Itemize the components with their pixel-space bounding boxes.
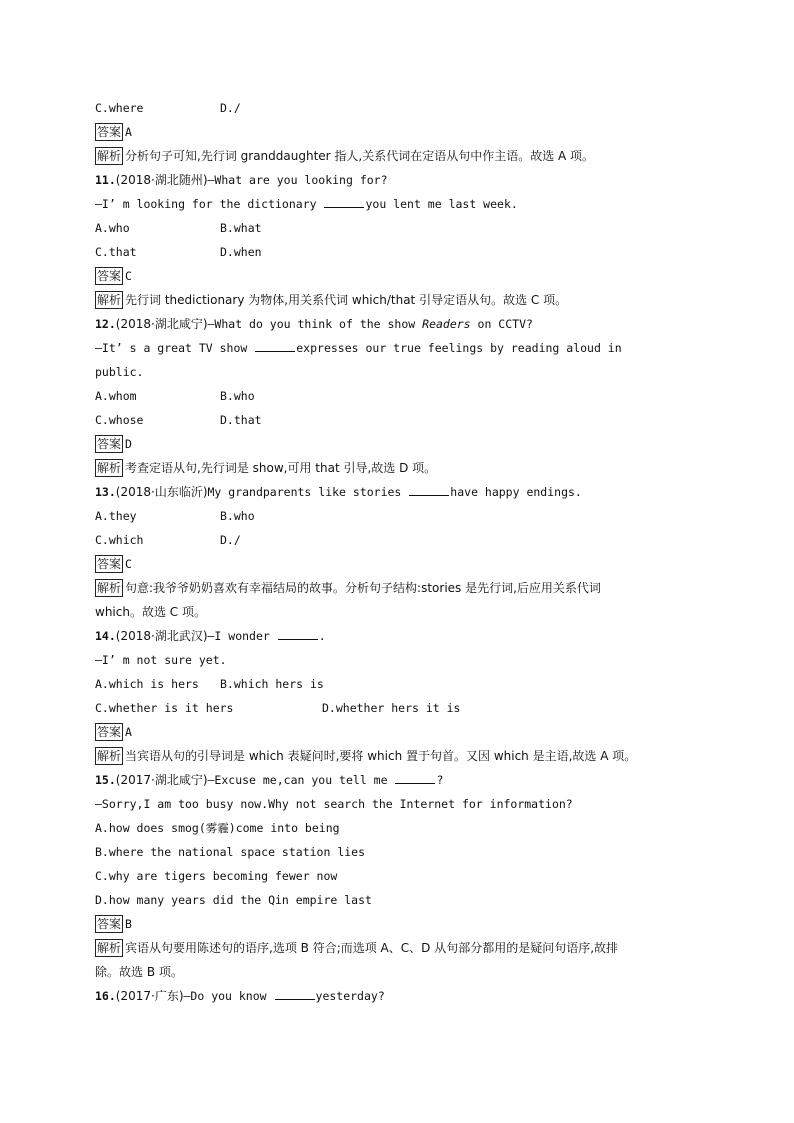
option-b: B.who	[220, 509, 255, 523]
option-b: B.where the national space station lies	[95, 845, 366, 859]
analysis-row	[95, 602, 206, 622]
question-text: —Do you know	[183, 989, 274, 1003]
option-b: B.who	[220, 389, 255, 403]
analysis-label: 解析	[97, 749, 122, 763]
option-c: C.that	[95, 245, 137, 259]
question-13	[95, 482, 582, 502]
answer-value: D	[125, 437, 132, 451]
answer-blank	[275, 987, 315, 1000]
question-number: 16.	[95, 989, 116, 1003]
question-number: 11.	[95, 173, 116, 187]
show-title: Readers	[422, 317, 471, 331]
question-number: 12.	[95, 317, 116, 331]
option-a: A.who	[95, 221, 130, 235]
question-text: have happy endings.	[450, 485, 582, 499]
analysis-label: 解析	[97, 581, 122, 595]
question-line	[95, 338, 622, 358]
question-text: .	[318, 629, 326, 643]
question-number: 13.	[95, 485, 116, 499]
option-b: B.which hers is	[220, 677, 324, 691]
answer-row	[95, 722, 132, 742]
analysis-text: 当宾语从句的引导词是 which 表疑问时,要将 which 置于句首。又因 which 是主语,故选 A 项。	[125, 749, 637, 763]
option-d: D./	[220, 533, 241, 547]
question-11	[95, 170, 388, 190]
question-source: (2018·湖北随州)	[115, 173, 208, 187]
answer-value: B	[125, 917, 132, 931]
option-c: C.which	[95, 533, 144, 547]
question-source: (2018·湖北咸宁)	[115, 317, 208, 331]
question-source: (2017·广东)	[115, 989, 184, 1003]
answer-label: 答案	[97, 557, 122, 571]
answer-blank	[324, 195, 364, 208]
answer-value: C	[125, 269, 132, 283]
analysis-row	[95, 458, 436, 478]
question-line	[95, 362, 143, 382]
analysis-row	[95, 578, 601, 598]
question-text: —I’ m not sure yet.	[95, 653, 227, 667]
answer-label: 答案	[97, 269, 122, 283]
analysis-row	[95, 962, 183, 982]
answer-label: 答案	[97, 125, 122, 139]
analysis-text: 先行词 thedictionary 为物体,用关系代词 which/that 引导定语从句。故选 C 项。	[125, 293, 568, 307]
question-text: —I’ m looking for the dictionary	[95, 197, 324, 211]
question-text: —What do you think of the show	[207, 317, 423, 331]
option-a: A.they	[95, 509, 137, 523]
answer-label: 答案	[97, 917, 122, 931]
answer-label: 答案	[97, 437, 122, 451]
question-line	[95, 794, 573, 814]
question-12	[95, 314, 533, 334]
option-a: A.how does smog(雾霾)come into being	[95, 821, 340, 835]
question-text: —What are you looking for?	[207, 173, 388, 187]
analysis-row	[95, 290, 567, 310]
analysis-text: 除。故选 B 项。	[95, 965, 183, 979]
option-a: A.whom	[95, 389, 137, 403]
question-text: —I wonder	[207, 629, 277, 643]
analysis-row	[95, 746, 636, 766]
analysis-label: 解析	[97, 149, 122, 163]
question-number: 14.	[95, 629, 116, 643]
option-d: D.whether hers it is	[322, 701, 461, 715]
analysis-text: 考查定语从句,先行词是 show,可用 that 引导,故选 D 项。	[125, 461, 437, 475]
question-text: —Sorry,I am too busy now.Why not search the Internet for information?	[95, 797, 573, 811]
answer-value: C	[125, 557, 132, 571]
option-a: A.which is hers	[95, 677, 199, 691]
analysis-text: which。故选 C 项。	[95, 605, 206, 619]
question-14	[95, 626, 326, 646]
answer-row	[95, 914, 132, 934]
question-text: public.	[95, 365, 144, 379]
answer-label: 答案	[97, 725, 122, 739]
question-text: —Excuse me,can you tell me	[207, 773, 395, 787]
answer-row	[95, 122, 132, 142]
analysis-label: 解析	[97, 941, 122, 955]
answer-blank	[255, 339, 295, 352]
question-15	[95, 770, 443, 790]
analysis-row	[95, 938, 618, 958]
question-number: 15.	[95, 773, 116, 787]
answer-value: A	[125, 125, 132, 139]
question-source: (2017·湖北咸宁)	[115, 773, 208, 787]
answer-blank	[409, 483, 449, 496]
analysis-label: 解析	[97, 293, 122, 307]
option-b: B.what	[220, 221, 262, 235]
option-d: D.how many years did the Qin empire last	[95, 893, 372, 907]
analysis-text: 宾语从句要用陈述句的语序,选项 B 符合;而选项 A、C、D 从句部分都用的是疑问句语序,故排	[125, 941, 619, 955]
option-c: C.whose	[95, 413, 144, 427]
question-text: —It’ s a great TV show	[95, 341, 255, 355]
question-text: ?	[436, 773, 444, 787]
answer-blank	[278, 627, 318, 640]
option-d: D.that	[220, 413, 262, 427]
question-line	[95, 194, 518, 214]
question-line	[95, 650, 227, 670]
question-source: (2018·山东临沂)	[115, 485, 208, 499]
question-text: you lent me last week.	[365, 197, 518, 211]
option-c: C.where	[95, 101, 144, 115]
answer-blank	[395, 771, 435, 784]
option-c: C.why are tigers becoming fewer now	[95, 869, 338, 883]
analysis-text: 分析句子可知,先行词 granddaughter 指人,关系代词在定语从句中作主语。故选 A 项。	[125, 149, 595, 163]
question-text: expresses our true feelings by reading aloud in	[296, 341, 622, 355]
analysis-row	[95, 146, 594, 166]
analysis-text: 句意:我爷爷奶奶喜欢有幸福结局的故事。分析句子结构:stories 是先行词,后应用关系代词	[125, 581, 601, 595]
question-text: My grandparents like stories	[207, 485, 409, 499]
analysis-label: 解析	[97, 461, 122, 475]
question-text: yesterday?	[315, 989, 385, 1003]
question-text: on CCTV?	[470, 317, 533, 331]
option-d: D./	[220, 101, 241, 115]
question-source: (2018·湖北武汉)	[115, 629, 208, 643]
option-d: D.when	[220, 245, 262, 259]
answer-value: A	[125, 725, 132, 739]
question-16	[95, 986, 385, 1006]
answer-row	[95, 434, 132, 454]
option-c: C.whether is it hers	[95, 701, 234, 715]
answer-row	[95, 554, 132, 574]
answer-row	[95, 266, 132, 286]
